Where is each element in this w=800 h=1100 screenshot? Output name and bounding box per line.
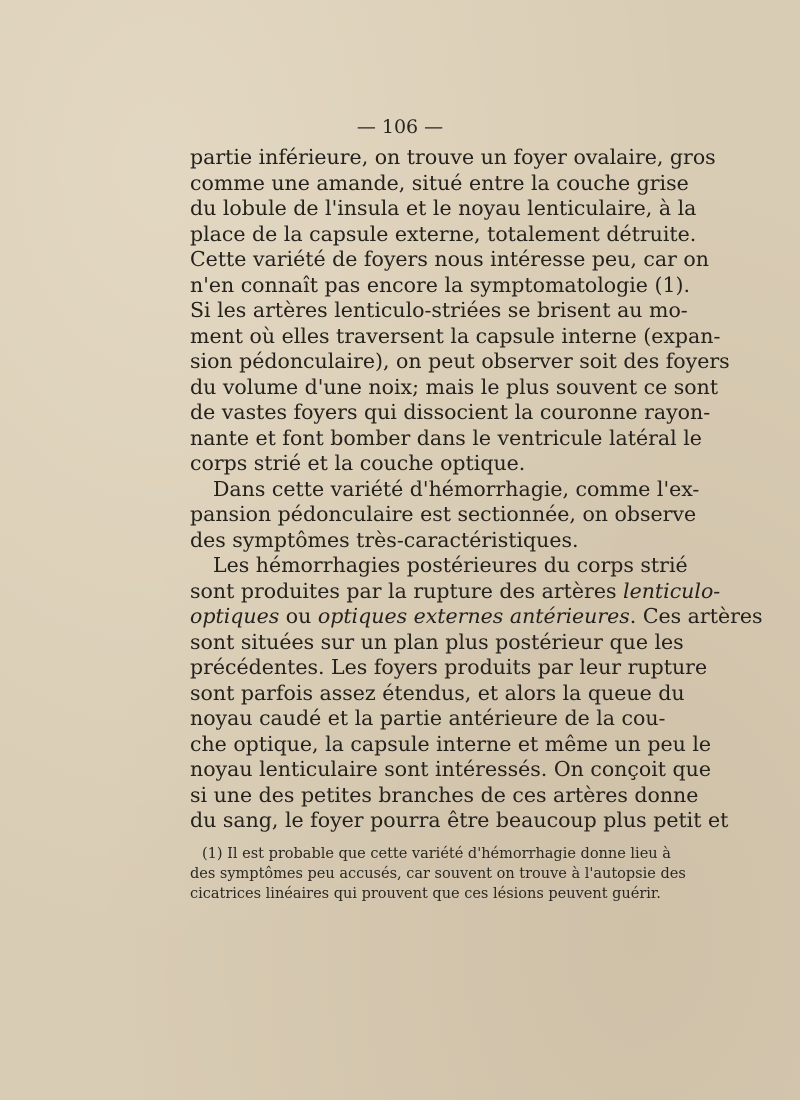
text-line: pansion pédonculaire est sectionnée, on observe [190,502,697,526]
text-line: de vastes foyers qui dissocient la couronne rayon- [190,400,711,424]
text-line [190,604,763,630]
italic-term: optiques [190,604,280,628]
page-number: — 106 — [356,116,444,138]
text-line: sont situées sur un plan plus postérieur que les [190,629,684,654]
text-run: sont produites par la rupture des artères [190,578,617,603]
text-line: comme une amande, situé entre la couche grise [190,170,689,195]
text-line: che optique, la capsule interne et même un peu le [190,731,712,756]
text-line: du sang, le foyer pourra être beaucoup plus petit et [190,808,729,832]
text-line: Dans cette variété d'hémorrhagie, comme l'ex- [213,476,700,501]
footnote-line: cicatrices linéaires qui prouvent que ces lésions peuvent guérir. [190,886,661,902]
text-line: corps strié et la couche optique. [190,451,526,475]
text-line: ment où elles traversent la capsule interne (expan- [190,323,721,348]
text-line: place de la capsule externe, totalement détruite. [190,221,697,246]
footnote-line: (1) Il est probable que cette variété d'hémorrhagie donne lieu à [202,846,671,862]
text-line: nante et font bomber dans le ventricule latéral le [190,425,702,450]
italic-term: optiques externes antérieures [317,604,630,628]
text-line: noyau caudé et la partie antérieure de la cou- [190,706,666,730]
text-run: ou [285,604,312,628]
text-line: partie inférieure, on trouve un foyer ovalaire, gros [190,145,716,169]
text-line: si une des petites branches de ces artères donne [190,782,699,807]
text-line: du lobule de l'insula et le noyau lenticulaire, à la [190,196,697,220]
text-line: Les hémorrhagies postérieures du corps strié [213,553,688,577]
footnote [190,844,686,904]
text-line: des symptômes très-caractéristiques. [190,527,579,552]
text-line: sion pédonculaire), on peut observer soit des foyers [190,349,730,373]
italic-term: lenticulo- [623,578,721,603]
text-line [190,578,721,605]
text-line: Si les artères lenticulo-striées se brisent au mo- [190,298,688,322]
body-text [190,145,763,834]
text-run: . Ces artères [629,604,763,628]
text-line: Cette variété de foyers nous intéresse peu, car on [190,247,709,271]
text-line: n'en connaît pas encore la symptomatologie (1). [190,272,690,297]
text-line: du volume d'une noix; mais le plus souvent ce sont [190,374,719,399]
text-line: sont parfois assez étendus, et alors la queue du [190,680,685,705]
text-line: noyau lenticulaire sont intéressés. On conçoit que [190,757,711,781]
footnote-line: des symptômes peu accusés, car souvent on trouve à l'autopsie des [190,866,686,882]
text-line: précédentes. Les foyers produits par leur rupture [190,655,708,679]
